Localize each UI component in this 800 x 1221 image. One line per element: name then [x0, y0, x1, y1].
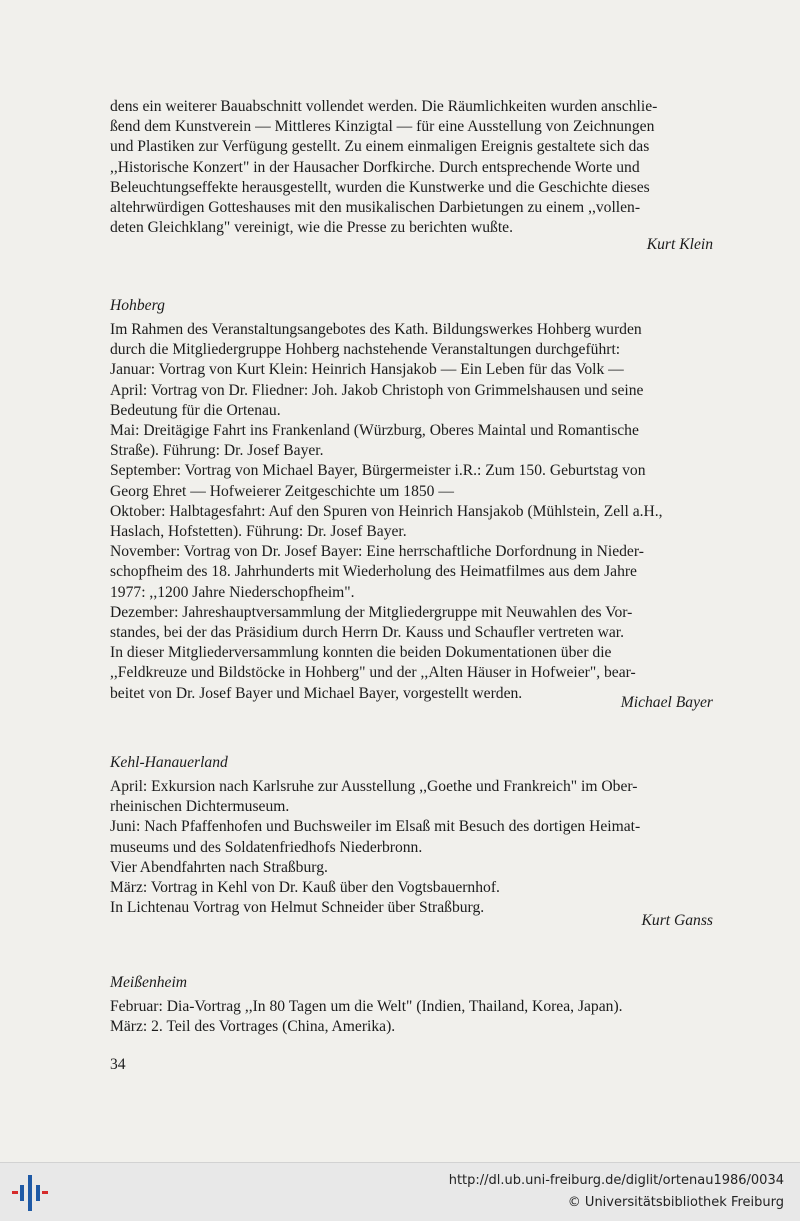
text-line: März: 2. Teil des Vortrages (China, Amerika).: [110, 1018, 396, 1036]
author-signature: Kurt Klein: [646, 236, 713, 253]
text-line: standes, bei der das Präsidium durch Herrn Dr. Kauss und Schaufler vertreten war.: [110, 624, 625, 642]
text-line: Februar: Dia-Vortrag ,,In 80 Tagen um die Welt" (Indien, Thailand, Korea, Japan).: [110, 998, 623, 1015]
text-line: ,,Feldkreuze und Bildstöcke in Hohberg" und der ,,Alten Häuser in Hofweier", bear-: [110, 664, 636, 682]
meissenheim-body: [110, 997, 713, 1037]
text-line: schopfheim des 18. Jahrhunderts mit Wiederholung des Heimatfilmes aus dem Jahre: [110, 563, 637, 581]
text-line: museums und des Soldatenfriedhofs Niederbronn.: [110, 838, 423, 856]
text-line: Oktober: Halbtagesfahrt: Auf den Spuren von Heinrich Hansjakob (Mühlstein, Zell a.H.,: [110, 502, 663, 520]
text-line: Bedeutung für die Ortenau.: [110, 401, 281, 419]
text-line: rheinischen Dichtermuseum.: [110, 798, 290, 816]
text-line: Mai: Dreitägige Fahrt ins Frankenland (Würzburg, Oberes Maintal und Romantische: [110, 422, 639, 440]
text-line: dens ein weiterer Bauabschnitt vollendet werden. Die Räumlichkeiten wurden anschlie-: [110, 98, 658, 115]
author-signature: Kurt Ganss: [641, 912, 713, 929]
page-number: 34: [110, 1056, 126, 1073]
text-line: In dieser Mitgliederversammlung konnten die beiden Dokumentationen über die: [110, 644, 612, 662]
text-line: beitet von Dr. Josef Bayer und Michael Bayer, vorgestellt werden.: [110, 684, 523, 702]
text-line: altehrwürdigen Gotteshauses mit den musikalischen Darbietungen zu einem ,,vollen-: [110, 199, 641, 217]
copyright-text: © Universitätsbibliothek Freiburg: [567, 1195, 784, 1210]
text-line: ,,Historische Konzert" in der Hausacher Dorfkirche. Durch entsprechende Worte und: [110, 158, 640, 176]
text-line: Im Rahmen des Veranstaltungsangebotes des Kath. Bildungswerkes Hohberg wurden: [110, 321, 642, 338]
text-line: Georg Ehret — Hofweierer Zeitgeschichte um 1850 —: [110, 482, 454, 500]
text-line: Januar: Vortrag von Kurt Klein: Heinrich Hansjakob — Ein Leben für das Volk —: [110, 361, 624, 379]
hohberg-body: [110, 320, 713, 704]
text-line: Vier Abendfahrten nach Straßburg.: [110, 858, 328, 876]
text-line: Juni: Nach Pfaffenhofen und Buchsweiler im Elsaß mit Besuch des dortigen Heimat-: [110, 818, 641, 836]
kehl-body: [110, 777, 713, 918]
section-heading-hohberg: Hohberg: [110, 297, 165, 314]
author-signature: Michael Bayer: [620, 694, 713, 711]
text-line: deten Gleichklang" vereinigt, wie die Presse zu berichten wußte.: [110, 219, 514, 237]
text-line: Haslach, Hofstetten). Führung: Dr. Josef Bayer.: [110, 523, 407, 541]
section-heading-kehl-hanauerland: Kehl-Hanauerland: [110, 754, 228, 771]
university-library-logo-icon: [8, 1171, 52, 1215]
text-line: In Lichtenau Vortrag von Helmut Schneider über Straßburg.: [110, 899, 485, 917]
text-line: September: Vortrag von Michael Bayer, Bürgermeister i.R.: Zum 150. Geburtstag von: [110, 462, 646, 480]
text-line: März: Vortrag in Kehl von Dr. Kauß über den Vogtsbauernhof.: [110, 879, 500, 897]
text-line: Straße). Führung: Dr. Josef Bayer.: [110, 442, 324, 460]
text-line: ßend dem Kunstverein — Mittleres Kinzigtal — für eine Ausstellung von Zeichnungen: [110, 118, 655, 136]
permalink-url[interactable]: http://dl.ub.uni-freiburg.de/diglit/ortenau1986/0034: [448, 1173, 784, 1188]
text-line: 1977: ,,1200 Jahre Niederschopfheim".: [110, 583, 355, 601]
text-line: und Plastiken zur Verfügung gestellt. Zu einem einmaligen Ereignis gestaltete sich das: [110, 138, 650, 156]
text-line: April: Exkursion nach Karlsruhe zur Ausstellung ,,Goethe und Frankreich" im Ober-: [110, 778, 638, 795]
digital-library-footer: [0, 1162, 800, 1221]
text-line: November: Vortrag von Dr. Josef Bayer: Eine herrschaftliche Dorfordnung in Nieder-: [110, 543, 644, 561]
section-heading-meissenheim: Meißenheim: [110, 974, 188, 991]
text-line: April: Vortrag von Dr. Fliedner: Joh. Jakob Christoph von Grimmelshausen und seine: [110, 381, 644, 399]
intro-paragraph: [110, 97, 713, 238]
text-line: Dezember: Jahreshauptversammlung der Mitgliedergruppe mit Neuwahlen des Vor-: [110, 603, 633, 621]
text-line: Beleuchtungseffekte herausgestellt, wurden die Kunstwerke und die Geschichte dieses: [110, 178, 650, 196]
text-line: durch die Mitgliedergruppe Hohberg nachstehende Veranstaltungen durchgeführt:: [110, 341, 621, 359]
